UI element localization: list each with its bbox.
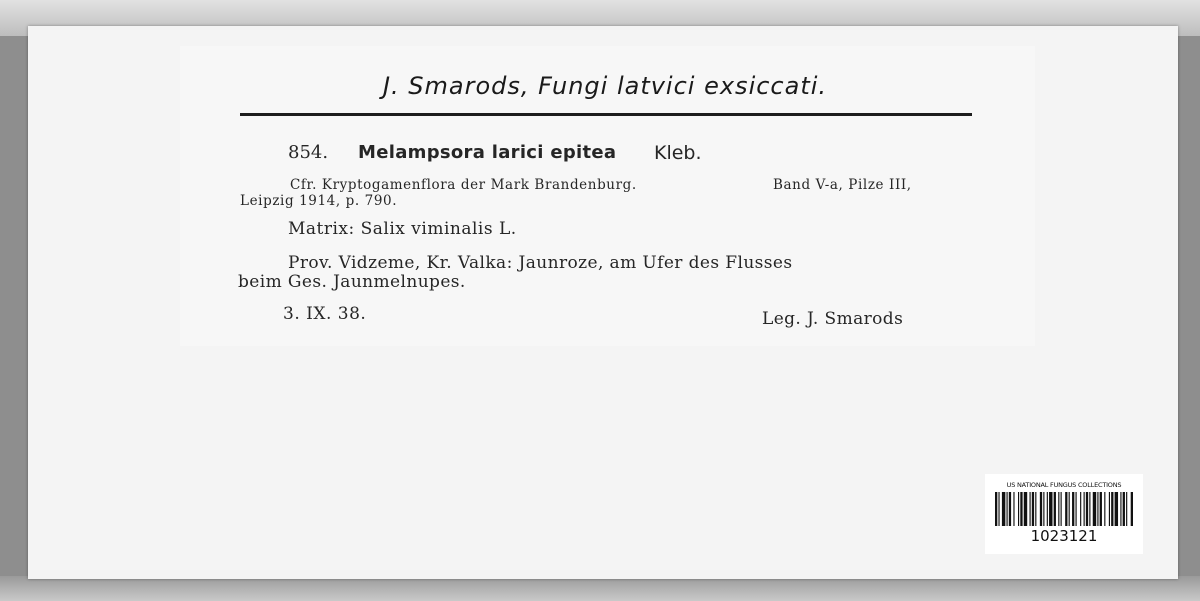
- species-name: Melampsora larici epitea: [358, 142, 617, 163]
- locality-line-2: beim Ges. Jaunmelnupes.: [238, 272, 466, 292]
- reference-line-2: Leipzig 1914, p. 790.: [240, 193, 398, 209]
- locality-line-1: Prov. Vidzeme, Kr. Valka: Jaunroze, am Ufer des Flusses: [288, 253, 793, 273]
- matrix-line: Matrix: Salix viminalis L.: [288, 219, 517, 239]
- barcode-icon: [995, 492, 1133, 526]
- barcode-number: 1023121: [1030, 527, 1098, 545]
- reference-band: Band V-a, Pilze III,: [773, 177, 912, 193]
- collection-date: 3. IX. 38.: [283, 304, 367, 324]
- reference-source: Cfr. Kryptogamenflora der Mark Brandenburg.: [290, 177, 637, 193]
- barcode-institution: US NATIONAL FUNGUS COLLECTIONS: [1006, 481, 1122, 489]
- series-title: J. Smarods, Fungi latvici exsiccati.: [382, 72, 828, 100]
- species-author: Kleb.: [654, 142, 702, 164]
- header-divider: [240, 113, 972, 116]
- reference-line-1: [290, 177, 912, 193]
- collector-name: Leg. J. Smarods: [762, 309, 904, 329]
- specimen-number: 854.: [288, 142, 329, 163]
- barcode-label: [985, 474, 1143, 554]
- scan-background-bottom: [0, 576, 1200, 601]
